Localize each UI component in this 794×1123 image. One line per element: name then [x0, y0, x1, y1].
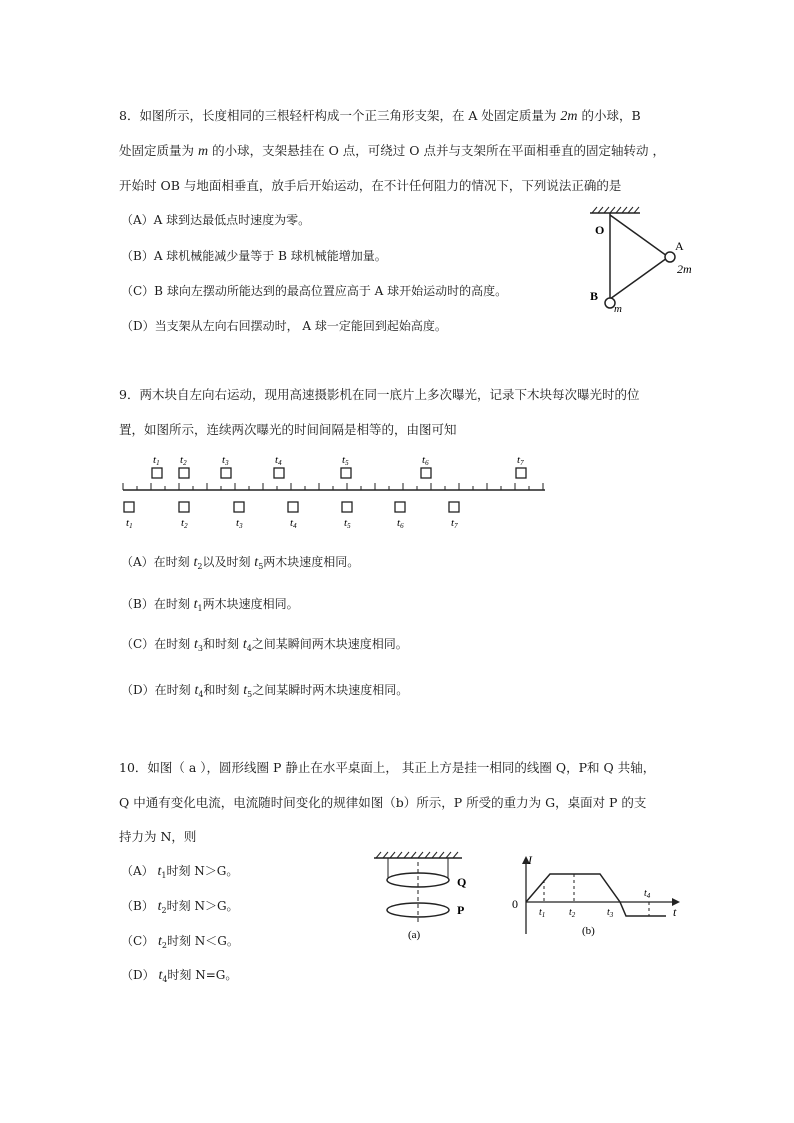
q9-b-t-1: t	[193, 597, 198, 612]
q8-option-d: （D）当支架从左向右回摆动时， A 球一定能回到起始高度。	[121, 319, 447, 333]
q9-b-text-1: （B）在时刻	[121, 597, 194, 611]
q10-line-1: 10．如图（ a ），圆形线圈 P 静止在水平桌面上， 其正上方是挂一相同的线圈 Q，P和 Q 共轴，	[119, 760, 656, 775]
q10-a-sub: 1	[161, 871, 167, 880]
q10-option-a	[121, 863, 238, 884]
q9-c-sub-2: 4	[246, 644, 252, 653]
ball-a	[665, 252, 675, 262]
top-label-4: t4	[275, 454, 282, 467]
bottom-block-7	[449, 502, 459, 512]
q9-c-text-1: （C）在时刻	[121, 637, 194, 651]
q8-line-1	[119, 108, 641, 125]
q9-d-text-2: 和时刻	[203, 683, 244, 697]
q9-c-t-1: t	[194, 637, 198, 652]
tick-label-2: $t_2$	[569, 907, 576, 919]
bottom-label-1: t1	[126, 517, 133, 530]
caption-b: (b)	[582, 925, 595, 937]
rod-oa	[610, 215, 667, 256]
label-m: m	[614, 303, 622, 315]
top-block-5	[341, 468, 351, 478]
q8-mass-b: m	[198, 144, 209, 159]
top-block-7	[516, 468, 526, 478]
q8-line-2-text-a: 处固定质量为	[119, 143, 195, 158]
rod-ab	[610, 258, 667, 299]
q10-c-t: t	[158, 934, 162, 949]
ceiling-hatch	[592, 207, 639, 213]
q10-option-c	[121, 933, 239, 954]
bottom-block-1	[124, 502, 134, 512]
top-label-7: t7	[517, 454, 524, 467]
q10-b-text-1: （B）	[121, 899, 158, 913]
q8-line-2-text-b: 的小球，支架悬挂在 O 点，可绕过 O 点并与支架所在平面相垂直的固定轴转动 ，	[212, 143, 665, 158]
q8-triangle-figure	[580, 205, 710, 320]
q9-line-1: 9．两木块自左向右运动，现用高速摄影机在同一底片上多次曝光，记录下木块每次曝光时的位	[119, 387, 640, 402]
q10-d-text-2: 时刻 N=G。	[167, 968, 238, 982]
q10-d-sub: 4	[162, 975, 168, 984]
q9-a-text-3: 两木块速度相同。	[263, 555, 360, 569]
q9-c-text-3: 之间某瞬间两木块速度相同。	[251, 637, 408, 651]
q9-a-sub-1: 2	[197, 562, 203, 571]
q9-blocks-figure	[115, 450, 555, 532]
y-label: I	[528, 853, 532, 867]
q8-option-b: （B）A 球机械能减少量等于 B 球机械能增加量。	[121, 249, 387, 263]
bottom-label-4: t4	[290, 517, 297, 530]
q8-line-1-text-b: 的小球，B	[581, 108, 641, 123]
top-block-3	[221, 468, 231, 478]
q10-c-text-1: （C）	[121, 934, 158, 948]
q9-option-a	[121, 554, 359, 575]
q10-option-b	[121, 898, 239, 919]
q9-a-sub-2: 5	[258, 562, 264, 571]
top-label-6: t6	[422, 454, 429, 467]
q10-line-3: 持力为 N，则	[119, 829, 197, 844]
q10-d-t: t	[158, 968, 163, 983]
tick-label-4: $t_4$	[644, 888, 651, 900]
label-b: B	[590, 289, 599, 303]
tick-label-1: $t_1$	[539, 907, 546, 919]
q9-a-t-1: t	[193, 555, 198, 570]
q10-line-2: Q 中通有变化电流，电流随时间变化的规律如图（b）所示，P 所受的重力为 G，桌面对 P 的支	[119, 795, 647, 810]
q8-mass-a: 2m	[560, 109, 578, 124]
top-label-1: t1	[153, 454, 160, 467]
q9-a-text-1: （A）在时刻	[121, 555, 194, 569]
q9-c-sub-1: 3	[197, 644, 203, 653]
bottom-block-3	[234, 502, 244, 512]
q9-d-sub-2: 5	[247, 690, 253, 699]
top-label-2: t2	[180, 454, 187, 467]
top-block-6	[421, 468, 431, 478]
q10-current-graph	[508, 852, 688, 942]
q10-c-text-2: 时刻 N＜G。	[166, 934, 239, 948]
q9-line-2: 置，如图所示，连续两次曝光的时间间隔是相等的，由图可知	[119, 422, 457, 437]
q9-d-t-2: t	[243, 683, 248, 698]
label-a: A	[675, 239, 684, 253]
q10-b-sub: 2	[161, 906, 167, 915]
bottom-label-6: t6	[397, 517, 404, 530]
bottom-label-2: t2	[181, 517, 188, 530]
bottom-block-6	[395, 502, 405, 512]
top-label-5: t5	[342, 454, 349, 467]
q10-a-text-2: 时刻 N＞G。	[166, 864, 239, 878]
q9-option-c	[121, 636, 408, 657]
top-block-4	[274, 468, 284, 478]
q9-b-sub-1: 1	[197, 604, 203, 613]
origin-label: 0	[512, 897, 518, 911]
top-label-3: t3	[222, 454, 229, 467]
top-block-2	[179, 468, 189, 478]
q9-b-text-2: 两木块速度相同。	[202, 597, 299, 611]
q9-c-text-2: 和时刻	[202, 637, 243, 651]
q10-option-d	[121, 967, 237, 988]
q8-line-3: 开始时 OB 与地面相垂直，放手后开始运动，在不计任何阻力的情况下，下列说法正确的是	[119, 178, 622, 193]
bottom-block-4	[288, 502, 298, 512]
q10-a-t: t	[157, 864, 162, 879]
q8-option-a: （A）A 球到达最低点时速度为零。	[121, 213, 311, 227]
q9-d-text-3: 之间某瞬时两木块速度相同。	[252, 683, 409, 697]
caption-a: (a)	[408, 929, 421, 941]
q8-option-c: （C）B 球向左摆动所能达到的最高位置应高于 A 球开始运动时的高度。	[121, 284, 508, 298]
label-o: O	[595, 223, 605, 237]
q9-option-d	[121, 682, 408, 703]
bottom-block-2	[179, 502, 189, 512]
q8-line-2	[119, 143, 665, 160]
q9-c-t-2: t	[242, 637, 247, 652]
x-label: t	[673, 905, 677, 919]
tick-label-3: $t_3$	[607, 907, 614, 919]
label-q: Q	[457, 875, 467, 889]
q9-a-t-2: t	[254, 555, 259, 570]
label-2m: 2m	[677, 262, 692, 276]
q10-c-sub: 2	[161, 941, 167, 950]
bottom-label-3: t3	[236, 517, 243, 530]
q9-d-t-1: t	[194, 683, 199, 698]
q10-b-t: t	[157, 899, 162, 914]
q10-coils-figure	[370, 850, 480, 942]
q9-d-sub-1: 4	[198, 690, 204, 699]
label-p: P	[457, 903, 465, 917]
ceiling-hatch	[376, 852, 458, 858]
q9-d-text-1: （D）在时刻	[121, 683, 195, 697]
bottom-label-5: t5	[344, 517, 351, 530]
bottom-block-5	[342, 502, 352, 512]
q9-option-b	[121, 596, 299, 617]
q10-a-text-1: （A）	[121, 864, 158, 878]
top-block-1	[152, 468, 162, 478]
q8-line-1-text-a: 8．如图所示，长度相同的三根轻杆构成一个正三角形支架，在 A 处固定质量为	[119, 108, 557, 123]
q9-a-text-2: 以及时刻	[202, 555, 255, 569]
q10-b-text-2: 时刻 N＞G。	[166, 899, 239, 913]
bottom-label-7: t7	[451, 517, 458, 530]
q10-d-text-1: （D）	[121, 968, 159, 982]
